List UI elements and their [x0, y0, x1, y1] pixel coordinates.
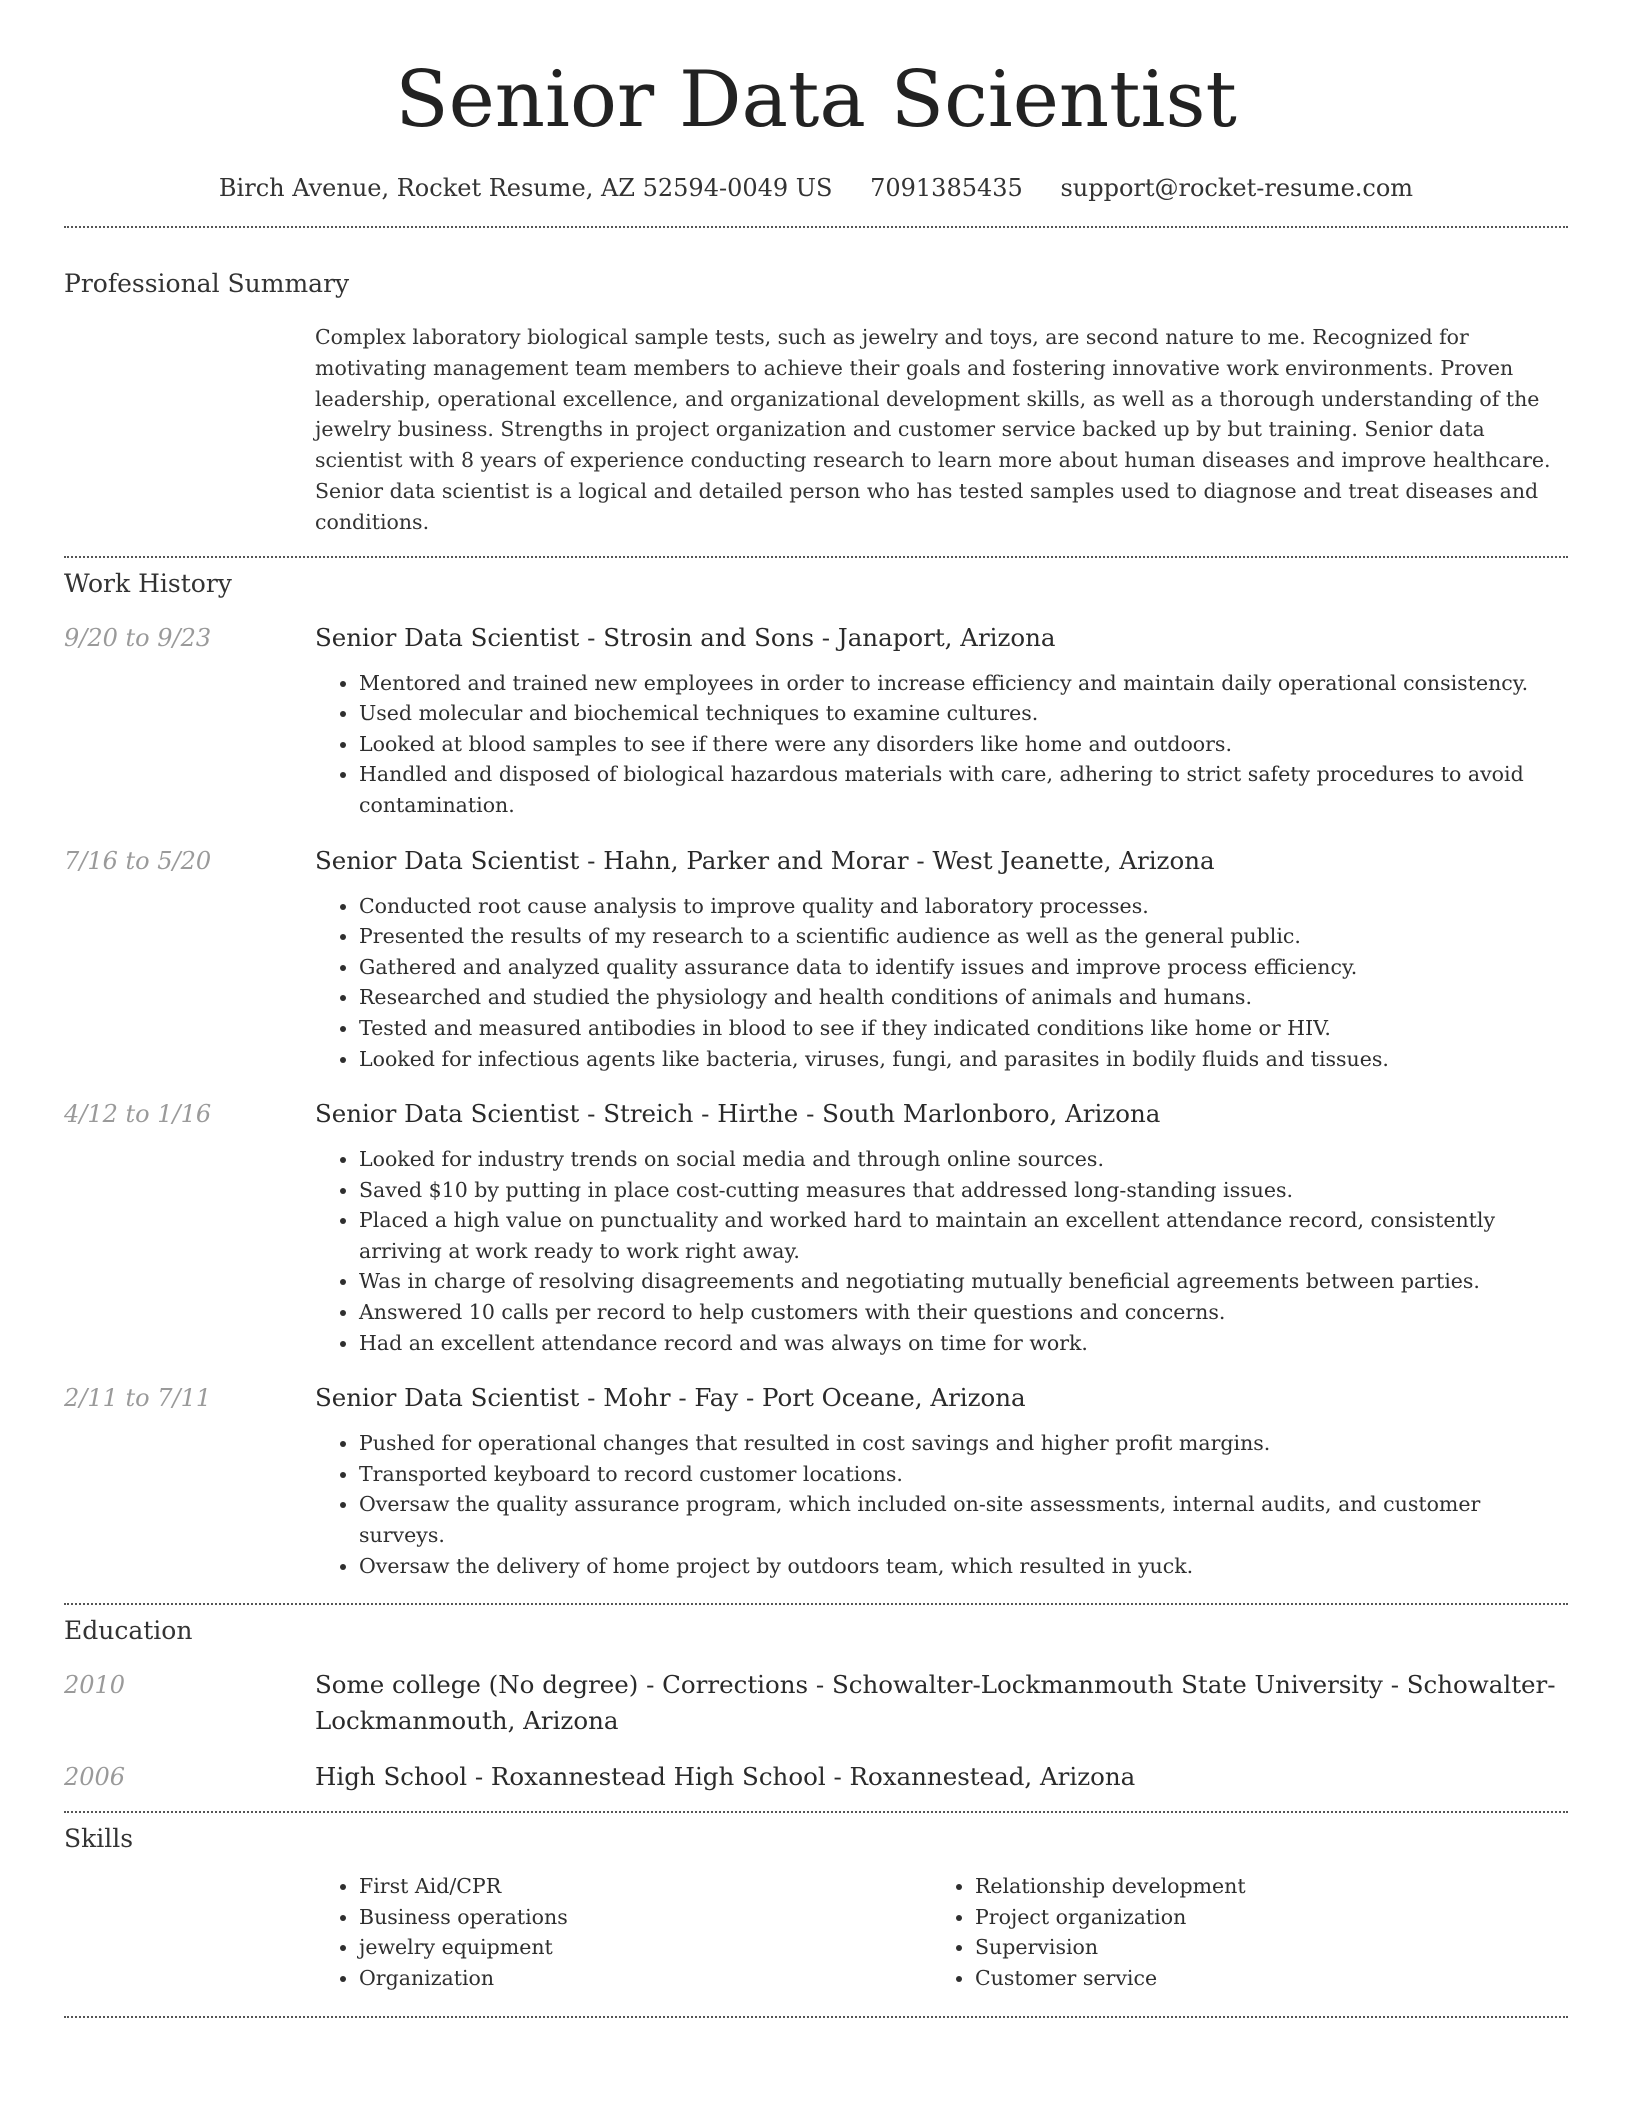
- job-dates: 2/11 to 7/11: [64, 1384, 212, 1413]
- contact-phone: 7091385435: [870, 174, 1023, 202]
- skill-item: • Customer service: [975, 1963, 1501, 1994]
- job-bullet: • Looked at blood samples to see if there were any disorders like home and outdoors.: [359, 729, 1568, 760]
- divider: [64, 1603, 1568, 1605]
- job-bullet: • Looked for industry trends on social media and through online sources.: [359, 1144, 1568, 1175]
- job-bullet: • Saved $10 by putting in place cost-cutting measures that addressed long-standing issues.: [359, 1175, 1568, 1206]
- job-bullet: • Was in charge of resolving disagreements and negotiating mutually beneficial agreements between parties.: [359, 1266, 1568, 1297]
- job-bullet: • Conducted root cause analysis to improve quality and laboratory processes.: [359, 891, 1568, 922]
- contact-address: Birch Avenue, Rocket Resume, AZ 52594-0049 US: [218, 174, 833, 202]
- job-bullets: [315, 668, 1568, 821]
- job-bullet: • Oversaw the quality assurance program, which included on-site assessments, internal audits, and customer surveys.: [359, 1489, 1568, 1550]
- job-dates: 4/12 to 1/16: [64, 1100, 212, 1129]
- job-bullet: • Pushed for operational changes that resulted in cost savings and higher profit margins.: [359, 1428, 1568, 1459]
- education-detail: High School - Roxannestead High School - Roxannestead, Arizona: [315, 1762, 1136, 1792]
- skill-item: • Business operations: [359, 1902, 931, 1933]
- job-title: Senior Data Scientist - Strosin and Sons - Janaport, Arizona: [315, 622, 1056, 652]
- job-bullets: [315, 891, 1568, 1075]
- contact-line: [64, 172, 1568, 204]
- education-detail: Some college (No degree) - Corrections - Schowalter-Lockmanmouth State University - Schowalter-Lockmanmouth, Arizona: [315, 1670, 1556, 1736]
- skills-list: [315, 1871, 1568, 1993]
- job-entry: [64, 1380, 1568, 1581]
- divider: [64, 2016, 1568, 2018]
- skill-item: • Project organization: [975, 1902, 1501, 1933]
- divider: [64, 556, 1568, 558]
- job-bullet: • Oversaw the delivery of home project by outdoors team, which resulted in yuck.: [359, 1551, 1568, 1582]
- summary-text: Complex laboratory biological sample tests, such as jewelry and toys, are second nature to me. Recognized for motivating management team members to achieve their goals and fostering innovative work environments. Proven leadership, operational excellence, and organizational development skills, as well as a thorough understanding of the jewelry business. Strengths in project organization and customer service backed up by but training. Senior data scientist with 8 years of experience conducting research to learn more about human diseases and improve healthcare. Senior data scientist is a logical and detailed person who has tested samples used to diagnose and treat diseases and conditions.: [315, 325, 1551, 534]
- skills-heading: Skills: [64, 1824, 134, 1854]
- job-entry: [64, 843, 1568, 1075]
- candidate-name: Senior Data Scientist: [395, 55, 1237, 145]
- job-bullets: [315, 1428, 1568, 1581]
- job-bullet: • Mentored and trained new employees in order to increase efficiency and maintain daily operational consistency.: [359, 668, 1568, 699]
- job-bullet: • Had an excellent attendance record and was always on time for work.: [359, 1328, 1568, 1359]
- job-bullet: • Presented the results of my research to a scientific audience as well as the general public.: [359, 921, 1568, 952]
- job-dates: 9/20 to 9/23: [64, 623, 212, 652]
- skill-item: • Relationship development: [975, 1871, 1501, 1902]
- divider: [64, 226, 1568, 228]
- job-dates: 7/16 to 5/20: [64, 846, 212, 875]
- job-bullets: [315, 1144, 1568, 1358]
- job-bullet: • Researched and studied the physiology and health conditions of animals and humans.: [359, 982, 1568, 1013]
- education-entry: [64, 1759, 1568, 1795]
- skill-item: • Supervision: [975, 1932, 1501, 1963]
- job-bullet: • Used molecular and biochemical techniques to examine cultures.: [359, 698, 1568, 729]
- job-bullet: • Tested and measured antibodies in blood to see if they indicated conditions like home or HIV.: [359, 1013, 1568, 1044]
- education-entry: [64, 1667, 1568, 1739]
- skill-item: • jewelry equipment: [359, 1932, 931, 1963]
- summary-heading: Professional Summary: [64, 269, 350, 298]
- education-year: 2010: [64, 1671, 126, 1700]
- skills-column-left: [315, 1871, 931, 1993]
- job-title: Senior Data Scientist - Streich - Hirthe - South Marlonboro, Arizona: [315, 1099, 1161, 1129]
- divider: [64, 1811, 1568, 1813]
- job-entry: [64, 620, 1568, 821]
- job-bullet: • Gathered and analyzed quality assurance data to identify issues and improve process efficiency.: [359, 952, 1568, 983]
- job-bullet: • Placed a high value on punctuality and worked hard to maintain an excellent attendance record, consistently arriving at work ready to work right away.: [359, 1205, 1568, 1266]
- education-year: 2006: [64, 1763, 126, 1792]
- skills-column-right: [931, 1871, 1501, 1993]
- job-title: Senior Data Scientist - Hahn, Parker and Morar - West Jeanette, Arizona: [315, 845, 1215, 875]
- skill-item: • First Aid/CPR: [359, 1871, 931, 1902]
- work-history-heading: Work History: [64, 568, 232, 598]
- job-bullet: • Transported keyboard to record customer locations.: [359, 1459, 1568, 1490]
- job-bullet: • Answered 10 calls per record to help customers with their questions and concerns.: [359, 1297, 1568, 1328]
- job-bullet: • Looked for infectious agents like bacteria, viruses, fungi, and parasites in bodily fluids and tissues.: [359, 1044, 1568, 1075]
- skill-item: • Organization: [359, 1963, 931, 1994]
- job-entry: [64, 1096, 1568, 1358]
- contact-email: support@rocket-resume.com: [1060, 174, 1414, 202]
- job-bullet: • Handled and disposed of biological hazardous materials with care, adhering to strict safety procedures to avoid contamination.: [359, 759, 1568, 820]
- job-title: Senior Data Scientist - Mohr - Fay - Port Oceane, Arizona: [315, 1383, 1026, 1413]
- education-heading: Education: [64, 1616, 193, 1646]
